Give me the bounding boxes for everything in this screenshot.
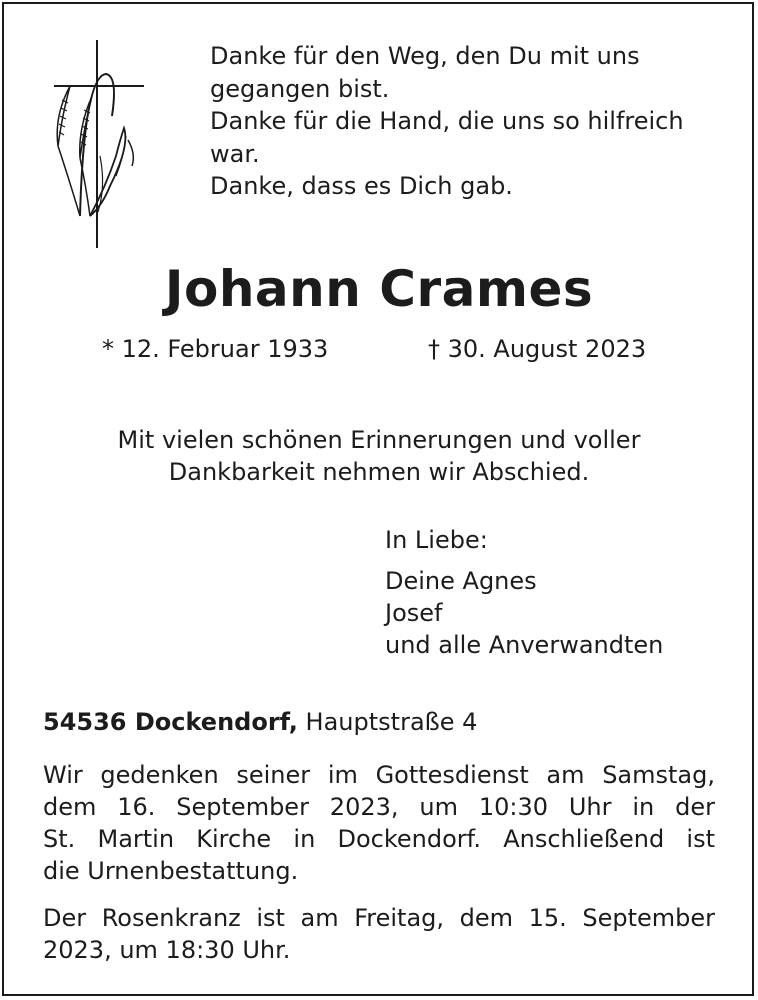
birth-date: * 12. Februar 1933 bbox=[102, 335, 329, 363]
service-line: St. Martin Kirche in Dockendorf. Anschließend ist bbox=[43, 825, 715, 853]
service-info bbox=[43, 759, 715, 887]
address-place: 54536 Dockendorf, bbox=[43, 708, 298, 736]
signature-name: und alle Anverwandten bbox=[385, 631, 664, 659]
signature-name: Deine Agnes bbox=[385, 567, 537, 595]
rosary-line: 2023, um 18:30 Uhr. bbox=[43, 936, 291, 964]
rosary-info bbox=[43, 902, 715, 966]
death-date: † 30. August 2023 bbox=[428, 335, 647, 363]
farewell-text bbox=[0, 424, 758, 488]
service-line: dem 16. September 2023, um 10:30 Uhr in der bbox=[43, 793, 715, 821]
service-line: Wir gedenken seiner im Gottesdienst am Samstag, bbox=[43, 761, 715, 789]
address bbox=[43, 706, 477, 738]
deceased-name: Johann Crames bbox=[164, 260, 594, 318]
poem-line: Danke für den Weg, den Du mit uns bbox=[210, 42, 640, 70]
poem bbox=[210, 40, 684, 203]
service-line: die Urnenbestattung. bbox=[43, 857, 299, 885]
poem-line: Danke für die Hand, die uns so hilfreich bbox=[210, 107, 684, 135]
address-street: Hauptstraße 4 bbox=[297, 708, 478, 736]
farewell-line: Dankbarkeit nehmen wir Abschied. bbox=[168, 458, 590, 486]
poem-line: gegangen bist. bbox=[210, 74, 390, 103]
signature-intro: In Liebe: bbox=[385, 526, 488, 554]
rosary-line: Der Rosenkranz ist am Freitag, dem 15. September bbox=[43, 904, 715, 932]
cross-with-wheat-icon bbox=[40, 36, 152, 248]
farewell-line: Mit vielen schönen Erinnerungen und voller bbox=[117, 426, 641, 454]
poem-line: Danke, dass es Dich gab. bbox=[210, 172, 513, 200]
signature-name: Josef bbox=[385, 599, 443, 627]
signature-names bbox=[385, 565, 663, 661]
poem-line: war. bbox=[210, 139, 260, 168]
